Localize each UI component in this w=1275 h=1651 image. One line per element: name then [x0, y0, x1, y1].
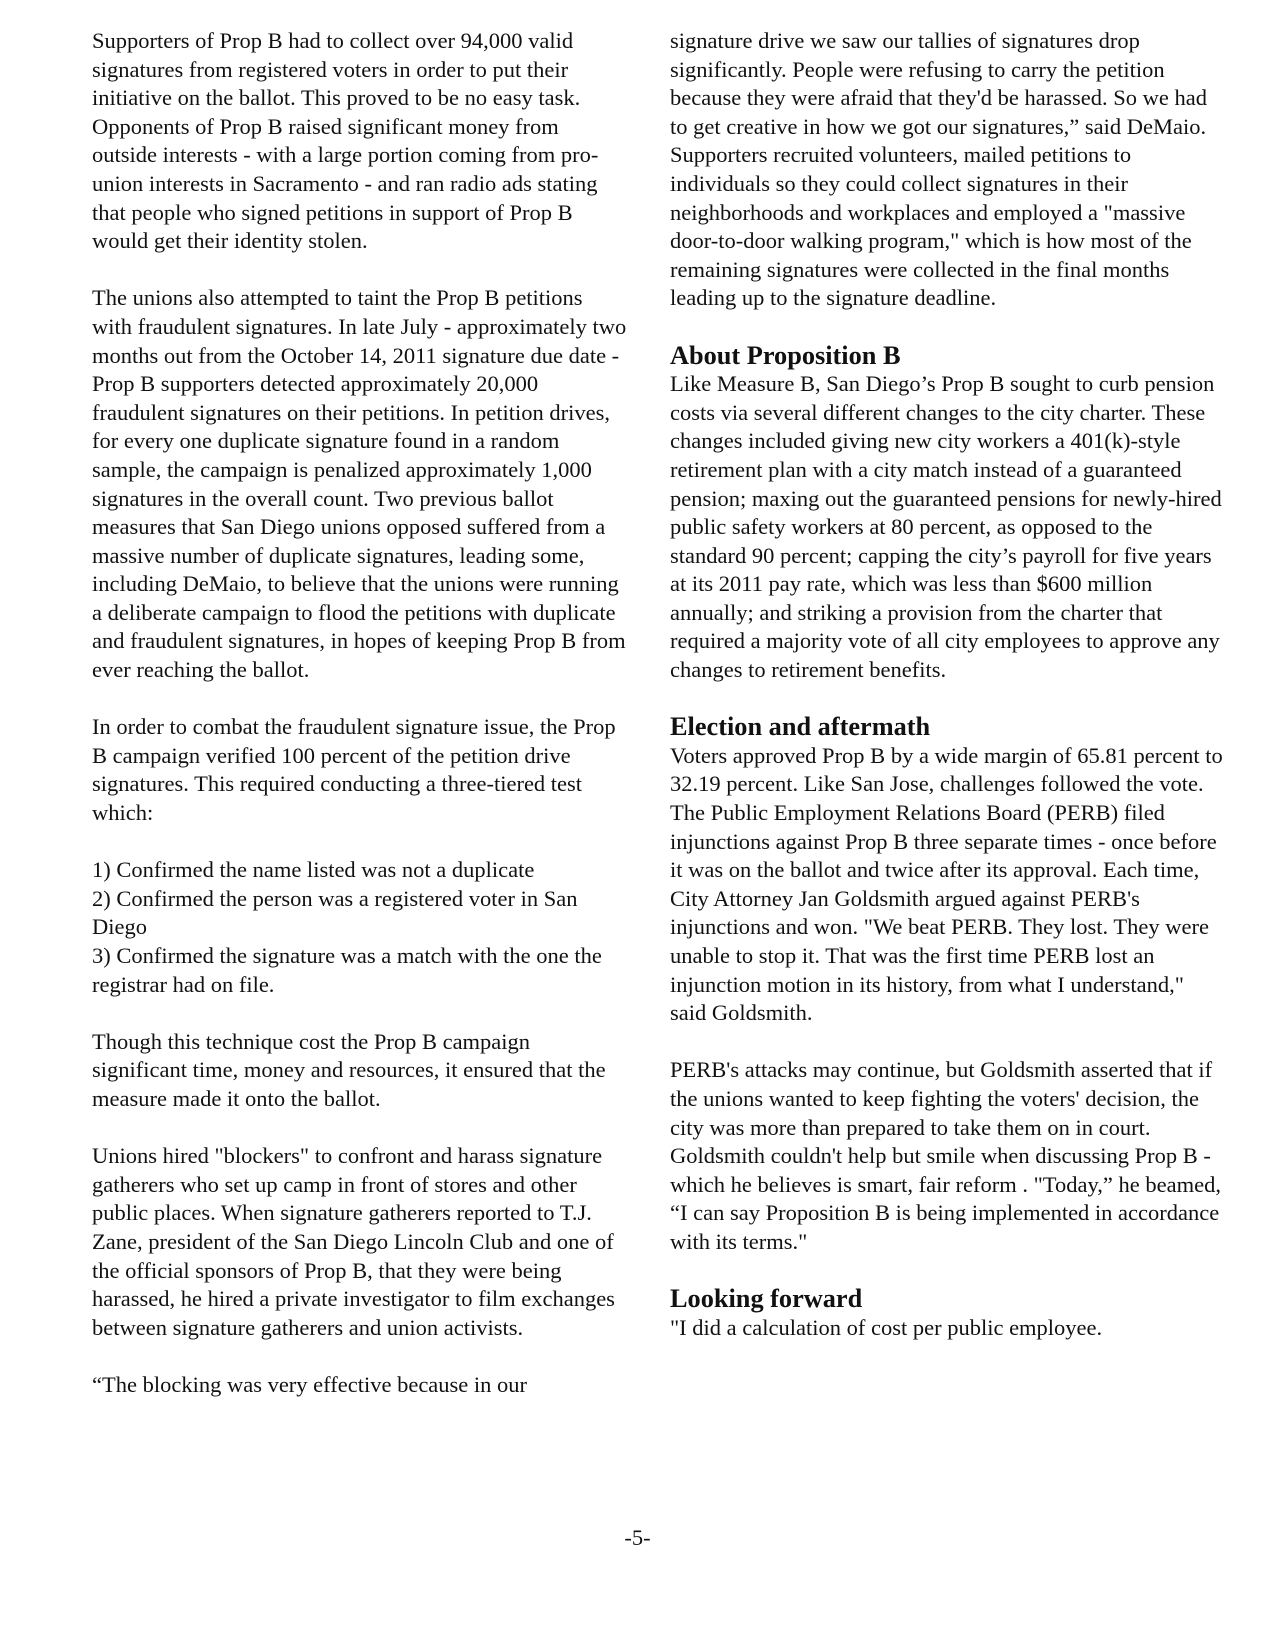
paragraph-three-tier-test-list: 1) Confirmed the name listed was not a duplicate 2) Confirmed the person was a registered voter in San Diego 3) Confirmed the signature was a match with the one the registrar had on file. — [92, 857, 602, 997]
paragraph-perb-attacks: PERB's attacks may continue, but Goldsmith asserted that if the unions wanted to keep fighting the voters' decision, the city was more than prepared to take them on in court. Goldsmith couldn't help but smile when discussing Prop B - which he believes is smart, fair reform . "Today,” he beamed, “I can say Proposition B is being implemented in accordance with its terms." — [670, 1057, 1221, 1254]
paragraph-verification: In order to combat the fraudulent signature issue, the Prop B campaign verified 100 percent of the petition drive signatures. This required conducting a three-tiered test which: — [92, 714, 616, 826]
paragraph-looking-forward: "I did a calculation of cost per public employee. — [670, 1314, 1103, 1340]
left-column — [92, 27, 627, 1400]
paragraph-fraudulent-signatures: The unions also attempted to taint the Prop B petitions with fraudulent signatures. In late July - approximately two months out from the October 14, 2011 signature due date - Prop B supporters detected approximately 20,000 fraudulent signatures on their petitions. In petition drives, for every one duplicate signature found in a random sample, the campaign is penalized approximately 1,000 signatures in the overall count. Two previous ballot measures that San Diego unions opposed suffered from a massive number of duplicate signatures, leading some, including DeMaio, to believe that the unions were running a deliberate campaign to flood the petitions with duplicate and fraudulent signatures, in hopes of keeping Prop B from ever reaching the ballot. — [92, 285, 627, 683]
paragraph-blocking-quote-continued: signature drive we saw our tallies of signatures drop significantly. People were refusing to carry the petition because they were afraid that they'd be harassed. So we had to get creative in how we got our signatures,” said DeMaio. Supporters recruited volunteers, mailed petitions to individuals so they could collect signatures in their neighborhoods and workplaces and employed a "massive door-to-door walking program," which is how most of the remaining signatures were collected in the final months leading up to the signature deadline. — [670, 28, 1207, 311]
section-heading-looking-forward: Looking forward — [670, 1284, 863, 1314]
section-heading-election-aftermath: Election and aftermath — [670, 712, 931, 742]
page-number: -5- — [624, 1525, 651, 1550]
paragraph-blocking-quote-start: “The blocking was very effective because in our — [92, 1371, 528, 1397]
paragraph-technique-cost: Though this technique cost the Prop B campaign significant time, money and resources, it ensured that the measure made it onto the ballot. — [92, 1028, 606, 1111]
section-heading-about-proposition-b: About Proposition B — [670, 340, 901, 370]
paragraph-signature-requirement: Supporters of Prop B had to collect over 94,000 valid signatures from registered voters in order to put their initiative on the ballot. This proved to be no easy task. Opponents of Prop B raised significant money from outside interests - with a large portion coming from pro-union interests in Sacramento - and ran radio ads stating that people who signed petitions in support of Prop B would get their identity stolen. — [92, 28, 599, 254]
paragraph-about-proposition-b: Like Measure B, San Diego’s Prop B sought to curb pension costs via several different changes to the city charter. These changes included giving new city workers a 401(k)-style retirement plan with a city match instead of a guaranteed pension; maxing out the guaranteed pensions for newly-hired public safety workers at 80 percent, as opposed to the standard 90 percent; capping the city’s payroll for five years at its 2011 pay rate, which was less than $600 million annually; and striking a provision from the charter that required a majority vote of all city employees to approve any changes to retirement benefits. — [670, 371, 1222, 683]
right-column — [670, 27, 1225, 1342]
paragraph-election-results: Voters approved Prop B by a wide margin of 65.81 percent to 32.19 percent. Like San Jose, challenges followed the vote. The Public Employment Relations Board (PERB) filed injunctions against Prop B three separate times - once before it was on the ballot and twice after its approval. Each time, City Attorney Jan Goldsmith argued against PERB's injunctions and won. "We beat PERB. They lost. They were unable to stop it. That was the first time PERB lost an injunction motion in its history, from what I understand," said Goldsmith. — [670, 742, 1223, 1026]
paragraph-blockers: Unions hired "blockers" to confront and harass signature gatherers who set up camp in front of stores and other public places. When signature gatherers reported to T.J. Zane, president of the San Diego Lincoln Club and one of the official sponsors of Prop B, that they were being harassed, he hired a private investigator to film exchanges between signature gatherers and union activists. — [92, 1143, 615, 1340]
